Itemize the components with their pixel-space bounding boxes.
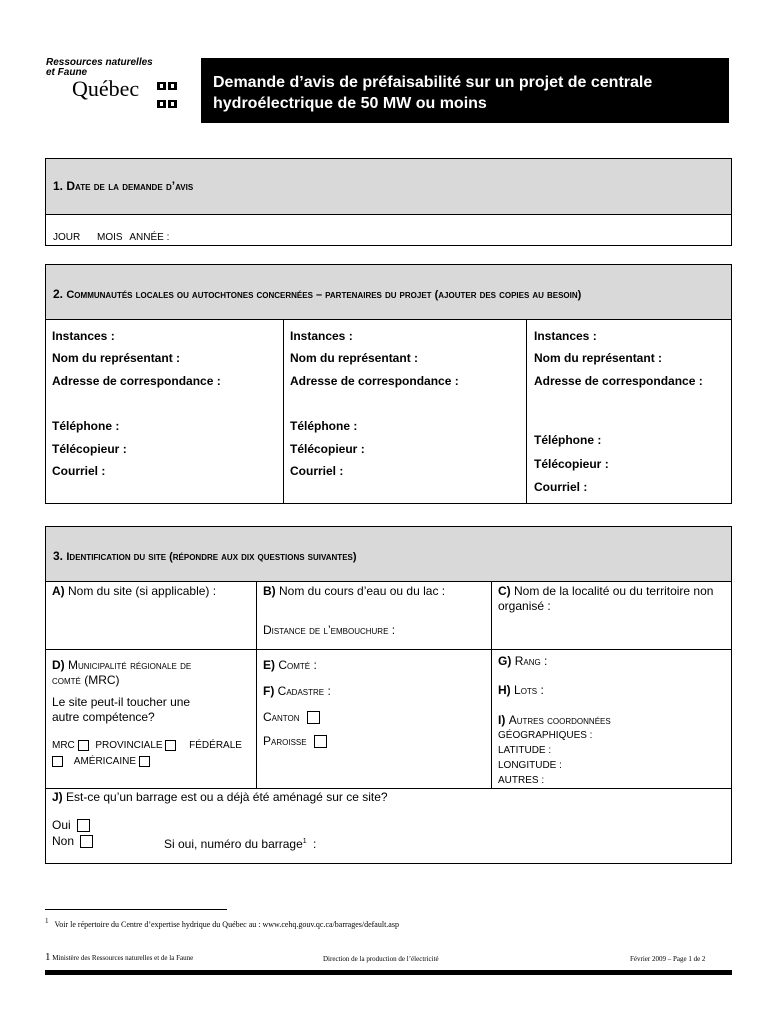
federale-option-label: FÉDÉRALE — [189, 740, 242, 751]
geographiques-label: GÉOGRAPHIQUES : — [498, 730, 593, 741]
col2-representant-label: Nom du représentant : — [290, 351, 419, 365]
dam-number-label: Si oui, numéro du barrage — [164, 837, 303, 851]
col3-telephone-label: Téléphone : — [534, 433, 602, 447]
footnote-number: 1 — [45, 917, 49, 925]
distance-embouchure-label: Distance de l’embouchure : — [263, 623, 396, 637]
autres-label: AUTRES : — [498, 775, 545, 786]
col2-instances-label: Instances : — [290, 329, 353, 343]
section-date — [45, 158, 732, 246]
watercourse-name-label: Nom du cours d’eau ou du lac : — [279, 584, 446, 598]
section-communities — [45, 264, 732, 504]
col2-adresse-label: Adresse de correspondance : — [290, 374, 459, 388]
d-letter: D) — [52, 658, 65, 672]
logo-quebec-wordmark: Québec — [72, 76, 140, 101]
other-jurisdiction-question-line2: autre compétence? — [52, 710, 155, 724]
mrc-label-line1: Municipalité régionale de — [68, 658, 192, 672]
americaine-option-label: AMÉRICAINE — [73, 756, 137, 767]
cadastre-label: Cadastre : — [277, 684, 331, 698]
federale-checkbox[interactable] — [52, 756, 63, 767]
other-jurisdiction-question-line1: Le site peut-il toucher une — [52, 695, 191, 709]
non-label: Non — [52, 834, 75, 848]
section-date-title: Date de la demande d’avis — [66, 179, 194, 193]
j-letter: J) — [52, 790, 63, 804]
section-communities-number: 2. — [53, 287, 64, 301]
provinciale-option-label: PROVINCIALE — [95, 740, 163, 751]
oui-checkbox[interactable] — [77, 819, 90, 832]
quebec-flag-icon — [157, 77, 187, 113]
document-title-line1: Demande d’avis de préfaisabilité sur un projet de centrale — [213, 74, 653, 91]
col1-courriel-label: Courriel : — [52, 464, 106, 478]
footer-direction: Direction de la production de l’électricité — [323, 955, 439, 963]
footer-date-page: Février 2009 – Page 1 de 2 — [630, 955, 706, 963]
e-letter: E) — [263, 658, 275, 672]
col1-instances-label: Instances : — [52, 329, 115, 343]
footer-rule — [45, 970, 732, 975]
col2-courriel-label: Courriel : — [290, 464, 344, 478]
col1-adresse-label: Adresse de correspondance : — [52, 374, 221, 388]
col3-representant-label: Nom du représentant : — [534, 351, 663, 365]
col3-instances-label: Instances : — [534, 329, 597, 343]
dam-question-label: Est-ce qu’un barrage est ou a déjà été aménagé sur ce site? — [66, 790, 388, 804]
oui-label: Oui — [52, 818, 71, 832]
h-letter: H) — [498, 683, 511, 697]
jour-label: JOUR — [53, 232, 81, 243]
footer-ministry: Ministère des Ressources naturelles et de la Faune — [52, 954, 194, 962]
col3-adresse-label: Adresse de correspondance : — [534, 374, 703, 388]
canton-label: Canton — [263, 710, 300, 724]
document-title-line2: hydroélectrique de 50 MW ou moins — [213, 95, 487, 112]
mrc-label-line2: comté (MRC) — [52, 673, 120, 687]
locality-label-line1: Nom de la localité ou du territoire non — [514, 584, 714, 598]
section-site-identification — [45, 526, 732, 864]
section-site-header — [46, 527, 731, 582]
dam-number-colon: : — [313, 837, 317, 851]
longitude-label: LONGITUDE : — [498, 760, 562, 771]
footnote-separator — [45, 909, 227, 910]
document-title-banner — [201, 58, 729, 123]
col1-telecopieur-label: Télécopieur : — [52, 442, 127, 456]
col2-telephone-label: Téléphone : — [290, 419, 358, 433]
section-site-title: Identification du site (répondre aux dix questions suivantes) — [66, 551, 357, 563]
footer-page-number: 1 — [45, 951, 51, 963]
paroisse-checkbox[interactable] — [314, 735, 327, 748]
f-letter: F) — [263, 684, 275, 698]
footnote-ref: 1 — [302, 838, 307, 845]
section-date-header — [46, 159, 731, 215]
comte-label: Comté : — [278, 658, 317, 672]
lots-label: Lots : — [514, 683, 544, 697]
a-letter: A) — [52, 584, 65, 598]
i-letter: I) — [498, 713, 506, 727]
annee-label: ANNÉE : — [129, 232, 170, 243]
americaine-checkbox[interactable] — [139, 756, 150, 767]
section-communities-header — [46, 265, 731, 320]
b-letter: B) — [263, 584, 276, 598]
section-date-number: 1. — [53, 179, 64, 193]
latitude-label: LATITUDE : — [498, 745, 552, 756]
locality-label-line2: organisé : — [498, 599, 551, 613]
col3-courriel-label: Courriel : — [534, 480, 588, 494]
logo-ministry-line1: Ressources naturelles — [46, 57, 153, 68]
col3-telecopieur-label: Télécopieur : — [534, 457, 609, 471]
section-site-number: 3. — [53, 549, 64, 563]
paroisse-label: Paroisse — [263, 734, 307, 748]
logo-ministry-line2: et Faune — [46, 67, 88, 78]
autres-coordonnees-label: Autres coordonnées — [508, 713, 611, 727]
col1-telephone-label: Téléphone : — [52, 419, 120, 433]
canton-checkbox[interactable] — [307, 711, 320, 724]
col1-representant-label: Nom du représentant : — [52, 351, 181, 365]
mrc-checkbox[interactable] — [78, 740, 89, 751]
mois-label: MOIS — [97, 232, 123, 243]
non-checkbox[interactable] — [80, 835, 93, 848]
col2-telecopieur-label: Télécopieur : — [290, 442, 365, 456]
c-letter: C) — [498, 584, 511, 598]
site-name-label: Nom du site (si applicable) : — [68, 584, 217, 598]
section-communities-title: Communautés locales ou autochtones concernées – partenaires du projet (ajouter des copies au besoin) — [66, 289, 582, 301]
rang-label: Rang : — [514, 654, 548, 668]
mrc-option-label: MRC — [52, 740, 75, 751]
footnote-text: Voir le répertoire du Centre d’expertise hydrique du Québec au : www.cehq.gouv.qc.ca/barrages/default.asp — [54, 919, 399, 929]
provinciale-checkbox[interactable] — [165, 740, 176, 751]
g-letter: G) — [498, 654, 512, 668]
